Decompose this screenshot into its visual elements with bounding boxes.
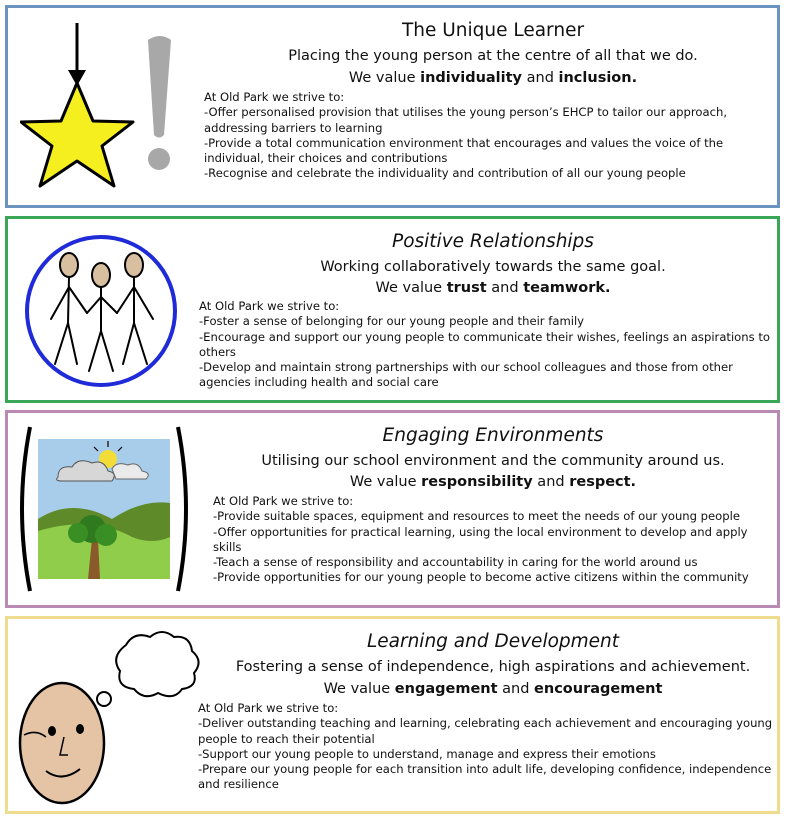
panel-subtitle: Utilising our school environment and the community around us. xyxy=(261,453,725,469)
value-keyword: responsibility xyxy=(421,474,533,490)
panel-title: Engaging Environments xyxy=(382,425,604,446)
panel-values: We value trust and teamwork. xyxy=(375,280,611,296)
panel-engaging-environments xyxy=(5,410,780,608)
intro-line: At Old Park we strive to: xyxy=(198,701,339,715)
list-item: -Provide suitable spaces, equipment and resources to meet the needs of our young people xyxy=(213,509,740,524)
list-item: -Teach a sense of responsibility and accountability in caring for the world around us xyxy=(213,555,698,570)
panel-values: We value responsibility and respect. xyxy=(349,474,637,490)
panel-subtitle: Placing the young person at the centre of all that we do. xyxy=(288,48,698,64)
panel-learning-development xyxy=(5,616,780,814)
landscape-icon xyxy=(12,419,198,599)
star-exclamation-icon xyxy=(20,18,190,188)
value-keyword: inclusion. xyxy=(558,70,638,86)
list-item: -Encourage and support our young people to communicate their wishes, feelings an aspirations to others xyxy=(199,329,770,359)
list-item: -Offer opportunities for practical learning, using the local environment to develop and apply skills xyxy=(213,524,748,554)
panel-body xyxy=(213,494,773,586)
intro-line: At Old Park we strive to: xyxy=(199,299,340,313)
list-item: -Support our young people to understand, manage and express their emotions xyxy=(198,746,656,761)
value-keyword: teamwork. xyxy=(523,280,611,296)
list-item: -Provide a total communication environment that encourages and values the voice of the individual, their choices and contributions xyxy=(204,135,724,166)
list-item: -Provide opportunities for our young people to become active citizens within the community xyxy=(213,570,749,585)
panel-values: We value engagement and encouragement xyxy=(323,681,663,697)
value-keyword: trust xyxy=(446,280,487,296)
panel-unique-learner xyxy=(5,5,780,208)
list-item: -Prepare our young people for each transition into adult life, developing confidence, independence and resilience xyxy=(198,762,772,792)
panel-values: We value individuality and inclusion. xyxy=(348,70,638,86)
list-item: -Foster a sense of belonging for our young people and their family xyxy=(199,314,585,329)
value-keyword: individuality xyxy=(420,70,523,86)
value-keyword: respect. xyxy=(569,474,637,490)
panel-body xyxy=(199,299,775,391)
intro-line: At Old Park we strive to: xyxy=(204,90,345,104)
panel-title: Positive Relationships xyxy=(392,231,594,252)
panel-title: Learning and Development xyxy=(366,631,620,652)
list-item: -Offer personalised provision that utilises the young person’s EHCP to tailor our approach, addressing barriers to learning xyxy=(204,105,727,135)
list-item: -Deliver outstanding teaching and learning, celebrating each achievement and encouraging young people to reach their potential xyxy=(198,716,773,746)
panel-body xyxy=(204,90,776,182)
value-keyword: encouragement xyxy=(534,681,663,697)
panel-subtitle: Working collaboratively towards the same goal. xyxy=(320,259,666,275)
panel-positive-relationships xyxy=(5,216,780,403)
thinking-head-icon xyxy=(16,625,206,805)
panel-body xyxy=(198,701,776,793)
intro-line: At Old Park we strive to: xyxy=(213,494,354,508)
list-item: -Develop and maintain strong partnerships with our school colleagues and those from other agencies including health and social care xyxy=(199,360,733,390)
people-circle-icon xyxy=(21,231,181,391)
panel-title: The Unique Learner xyxy=(401,20,585,41)
value-keyword: engagement xyxy=(394,681,498,697)
list-item: -Recognise and celebrate the individuality and contribution of all our young people xyxy=(204,166,686,181)
panel-subtitle: Fostering a sense of independence, high aspirations and achievement. xyxy=(235,659,751,675)
